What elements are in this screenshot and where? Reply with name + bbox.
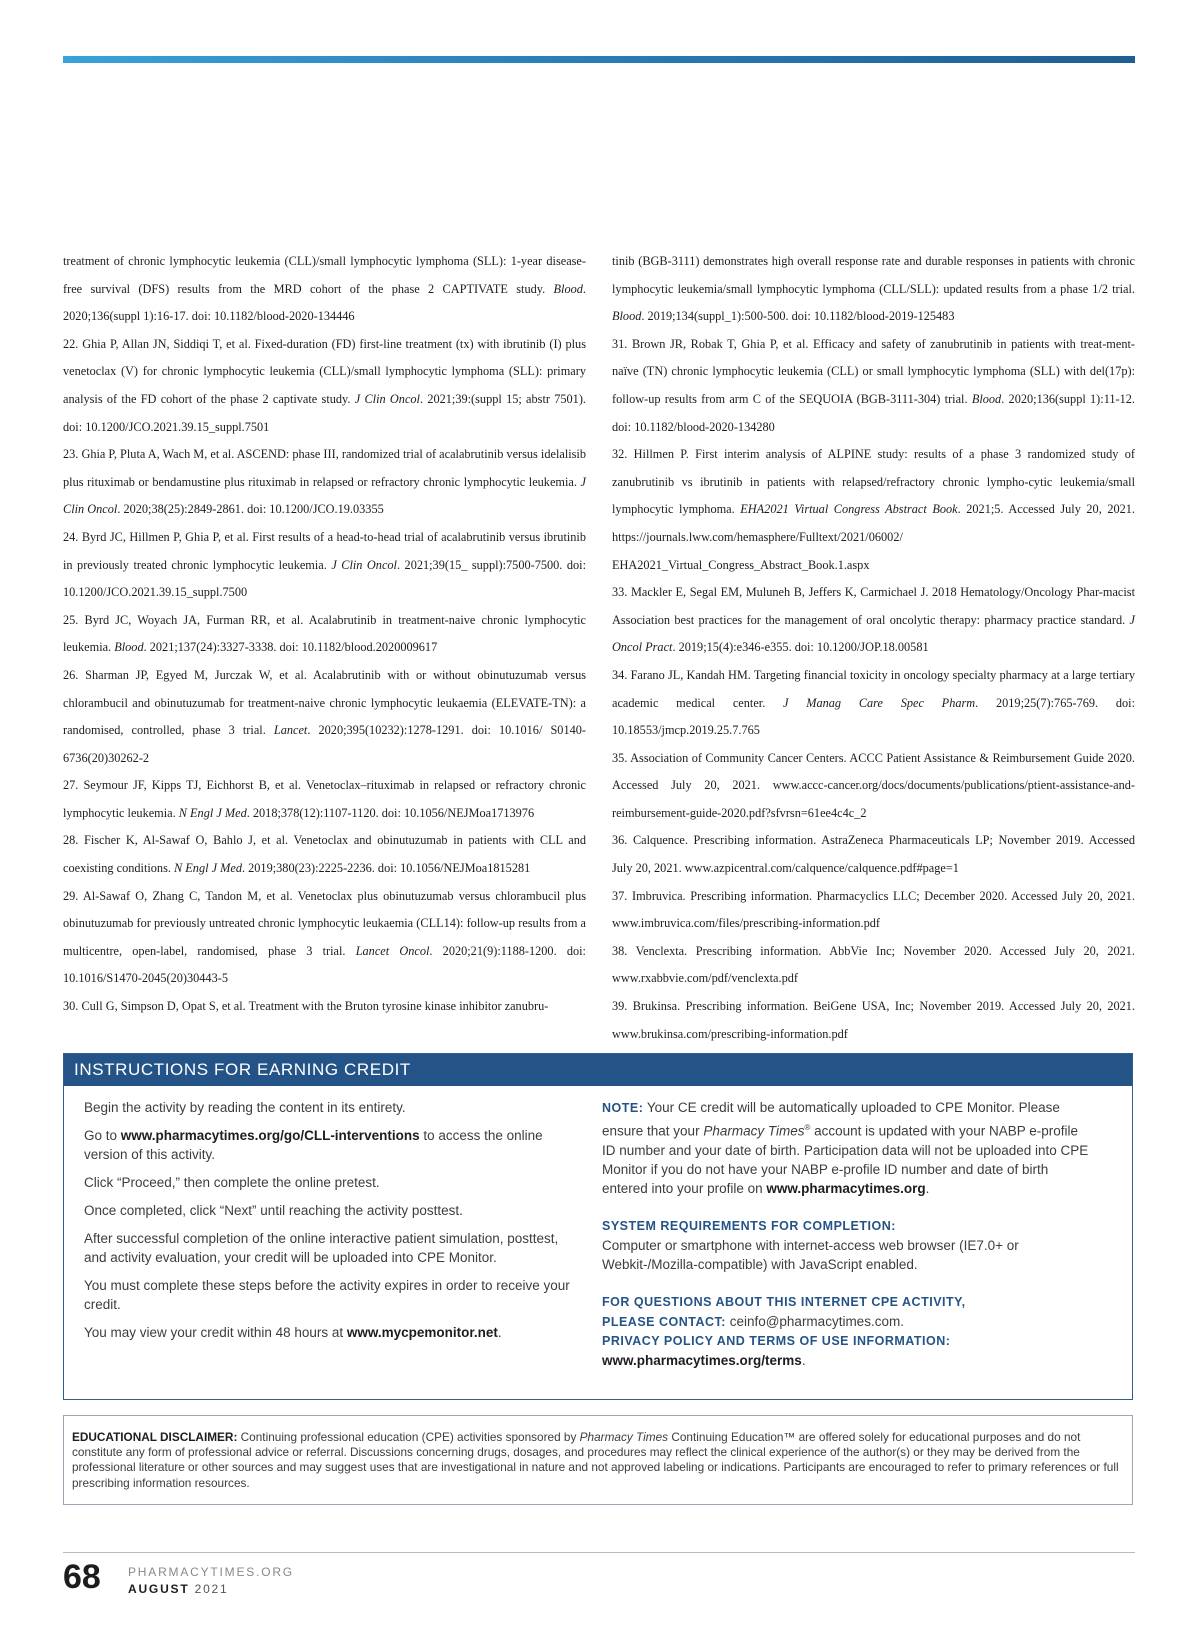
activity-link[interactable]: www.pharmacytimes.org/go/CLL-interventions [120,1128,420,1143]
journal-name: J Clin Oncol [354,391,420,406]
reference-entry: 28. Fischer K, Al-Sawaf O, Bahlo J, et al. Venetoclax and obinutuzumab in patients with CLL and coexisting conditions. N Engl J Med. 2019;380(23):2225-2236. doi: 10.1056/NEJMoa1815281 [63,833,586,876]
reference-entry: treatment of chronic lymphocytic leukemia (CLL)/small lymphocytic lymphoma (SLL): 1-year disease-free survival (DFS) results from the MRD cohort of the phase 2 CAPTIVATE study. Blood. 2020;136(suppl 1):16-17. doi: 10.1182/blood-2020-134446 [63,254,586,324]
questions-label: FOR QUESTIONS ABOUT THIS INTERNET CPE ACTIVITY, [602,1294,966,1309]
credit-steps [84,1098,574,1370]
journal-name: J Manag Care Spec Pharm [783,695,976,710]
journal-name: Lancet Oncol [355,943,430,958]
reference-entry: 24. Byrd JC, Hillmen P, Ghia P, et al. First results of a head-to-head trial of acalabrutinib versus ibrutinib in previously treated chronic lymphocytic leukemia. J Clin Oncol. 2021;39(15_ suppl):7500-7500. doi: 10.1200/JCO.2021.39.15_suppl.7500 [63,529,586,600]
reference-entry: 33. Mackler E, Segal EM, Muluneh B, Jeffers K, Carmichael J. 2018 Hematology/Oncology Phar-macist Association best practices for the management of oral oncolytic therapy: pharmacy practice standard. J Oncol Pract. 2019;15(4):e346-e355. doi: 10.1200/JOP.18.00581 [612,585,1135,655]
journal-name: J Oncol Pract [612,612,1135,655]
credit-step-5: After successful completion of the online interactive patient simulation, posttest, and activity evaluation, your credit will be uploaded into CPE Monitor. [84,1231,559,1265]
journal-name: Blood [553,281,583,296]
privacy-line: www.pharmacytimes.org/terms. [602,1352,806,1368]
credit-step-2: Go to www.pharmacytimes.org/go/CLL-interventions to access the online version of this activity. [84,1128,543,1162]
disclaimer-label: EDUCATIONAL DISCLAIMER: [72,1430,238,1444]
page-number: 68 [63,1558,101,1596]
journal-name: N Engl J Med [178,805,247,820]
journal-name: J Clin Oncol [63,474,586,517]
header-accent-bar [63,56,1135,63]
cpe-monitor-link[interactable]: www.mycpemonitor.net [346,1325,498,1340]
educational-disclaimer: EDUCATIONAL DISCLAIMER: Continuing professional education (CPE) activities sponsored by Pharmacy Times Continuing Education™ are offered solely for educational purposes and do not constitute any form of professional advice or referral. Discussions concerning drugs, dosages, and procedures may reflect the clinical experience of the author(s) or they may be derived from the professional literature or other sources and may suggest uses that are investigational in nature and not approved labeling or indications. Participants are encouraged to refer to primary references or full prescribing information resources. [63,1415,1133,1505]
footer-issue-date: AUGUST 2021 [128,1582,229,1596]
terms-link[interactable]: www.pharmacytimes.org/terms [602,1352,802,1368]
credit-heading: INSTRUCTIONS FOR EARNING CREDIT [64,1054,1132,1086]
credit-step-6: You must complete these steps before the activity expires in order to receive your credit. [84,1278,570,1312]
credit-step-7: You may view your credit within 48 hours at www.mycpemonitor.net. [84,1325,502,1340]
reference-entry: 26. Sharman JP, Egyed M, Jurczak W, et al. Acalabrutinib with or without obinutuzumab versus chlorambucil and obinutuzumab for treatment-naive chronic lymphocytic leukaemia (ELEVATE-TN): a randomised, controlled, phase 3 trial. Lancet. 2020;395(10232):1278-1291. doi: 10.1016/ S0140-6736(20)30262-2 [63,667,586,765]
reference-entry: 32. Hillmen P. First interim analysis of ALPINE study: results of a phase 3 randomized study of zanubrutinib vs ibrutinib in patients with relapsed/refractory chronic lympho-cytic leukemia/small lymphocytic lymphoma. EHA2021 Virtual Congress Abstract Book. 2021;5. Accessed July 20, 2021. https://journals.lww.com/hemasphere/Fulltext/2021/06002/ EHA2021_Virtual_Congress_Abstract_Book.1.aspx [612,447,1135,572]
journal-name: N Engl J Med [174,861,242,876]
pharmacytimes-link[interactable]: www.pharmacytimes.org [766,1180,926,1196]
journal-name: Blood [114,640,144,655]
reference-entry: 39. Brukinsa. Prescribing information. BeiGene USA, Inc; November 2019. Accessed July 20, 2021. www.brukinsa.com/prescribing-information.pdf [612,999,1135,1041]
credit-instructions-box [63,1053,1133,1400]
credit-notes [602,1098,1092,1370]
contact-email-link[interactable]: ceinfo@pharmacytimes.com. [725,1313,904,1329]
reference-entry: 31. Brown JR, Robak T, Ghia P, et al. Efficacy and safety of zanubrutinib in patients with treat-ment-naïve (TN) chronic lymphocytic leukemia (CLL) or small lymphocytic lymphoma (SLL) with del(17p): follow-up results from arm C of the SEQUOIA (BGB-3111-304) trial. Blood. 2020;136(suppl 1):11-12. doi: 10.1182/blood-2020-134280 [612,336,1135,434]
footer-site: PHARMACYTIMES.ORG [128,1565,294,1579]
journal-name: Blood [612,309,642,324]
reference-entry: 23. Ghia P, Pluta A, Wach M, et al. ASCEND: phase III, randomized trial of acalabrutinib versus idelalisib plus rituximab or bendamustine plus rituximab in relapsed or refractory chronic lymphocytic leukemia. J Clin Oncol. 2020;38(25):2849-2861. doi: 10.1200/JCO.19.03355 [63,447,587,517]
references-section [63,248,1135,1048]
credit-step-3: Click “Proceed,” then complete the online pretest. [84,1175,380,1190]
reference-entry: 25. Byrd JC, Woyach JA, Furman RR, et al. Acalabrutinib in treatment-naive chronic lymphocytic leukemia. Blood. 2021;137(24):3327-3338. doi: 10.1182/blood.2020009617 [63,612,586,655]
reference-entry: 22. Ghia P, Allan JN, Siddiqi T, et al. Fixed-duration (FD) first-line treatment (tx) with ibrutinib (I) plus venetoclax (V) for chronic lymphocytic leukemia (CLL)/small lymphocytic lymphoma (SLL): primary analysis of the FD cohort of the phase 2 captivate study. J Clin Oncol. 2021;39:(suppl 15; abstr 7501). doi: 10.1200/JCO.2021.39.15_suppl.7501 [63,336,586,434]
reference-entry: 29. Al-Sawaf O, Zhang C, Tandon M, et al. Venetoclax plus obinutuzumab versus chlorambucil plus obinutuzumab for previously untreated chronic lymphocytic leukaemia (CLL14): follow-up results from a multicentre, open-label, randomised, phase 3 trial. Lancet Oncol. 2020;21(9):1188-1200. doi: 10.1016/S1470-2045(20)30443-5 [63,888,586,986]
reference-entry: 37. Imbruvica. Prescribing information. Pharmacyclics LLC; December 2020. Accessed July 20, 2021. www.imbruvica.com/files/prescribing-information.pdf [612,888,1135,931]
reference-entry: 38. Venclexta. Prescribing information. AbbVie Inc; November 2020. Accessed July 20, 2021. www.rxabbvie.com/pdf/venclexta.pdf [612,943,1135,986]
credit-step-1: Begin the activity by reading the content in its entirety. [84,1100,406,1115]
privacy-label: PRIVACY POLICY AND TERMS OF USE INFORMATION: [602,1333,951,1348]
note-paragraph: NOTE: Your CE credit will be automatically uploaded to CPE Monitor. Please ensure that your Pharmacy Times® account is updated with your NABP e-profile ID number and your date of birth. Participation data will not be uploaded into CPE Monitor if you do not have your NABP e-profile ID number and date of birth entered into your profile on www.pharmacytimes.org. [602,1100,1089,1196]
system-requirements-label: SYSTEM REQUIREMENTS FOR COMPLETION: [602,1218,896,1233]
journal-name: Blood [971,391,1002,406]
reference-entry: 27. Seymour JF, Kipps TJ, Eichhorst B, et al. Venetoclax–rituximab in relapsed or refractory chronic lymphocytic leukemia. N Engl J Med. 2018;378(12):1107-1120. doi: 10.1056/NEJMoa1713976 [63,778,586,820]
journal-name: J Clin Oncol [331,557,397,572]
reference-entry: 36. Calquence. Prescribing information. AstraZeneca Pharmaceuticals LP; November 2019. Accessed July 20, 2021. www.azpicentral.com/calquence/calquence.pdf#page=1 [612,833,1135,876]
footer-divider [63,1552,1135,1553]
system-requirements-text: Computer or smartphone with internet-access web browser (IE7.0+ or Webkit-/Mozilla-compatible) with JavaScript enabled. [602,1237,1019,1272]
reference-entry: tinib (BGB-3111) demonstrates high overall response rate and durable responses in patients with chronic lymphocytic leukemia/small lymphocytic lymphoma (CLL/SLL): updated results from a phase 1/2 trial. Blood. 2019;134(suppl_1):500-500. doi: 10.1182/blood-2019-125483 [612,254,1135,324]
journal-name: EHA2021 Virtual Congress Abstract Book [740,502,958,517]
journal-name: Lancet [273,723,308,738]
credit-step-4: Once completed, click “Next” until reaching the activity posttest. [84,1203,463,1218]
references-right-column [612,248,1135,1048]
references-left-column [63,248,586,1048]
reference-entry: 30. Cull G, Simpson D, Opat S, et al. Treatment with the Bruton tyrosine kinase inhibitor zanubru- [63,999,549,1014]
reference-entry: 35. Association of Community Cancer Centers. ACCC Patient Assistance & Reimbursement Guide 2020. Accessed July 20, 2021. www.accc-cancer.org/docs/documents/publications/ptient-assistance-and-reimbursement-guide-2020.pdf?sfvrsn=61ee4c4c_2 [612,750,1135,820]
contact-line: PLEASE CONTACT: ceinfo@pharmacytimes.com. [602,1313,904,1329]
reference-entry: 34. Farano JL, Kandah HM. Targeting financial toxicity in oncology specialty pharmacy at a large tertiary academic medical center. J Manag Care Spec Pharm. 2019;25(7):765-769. doi: 10.18553/jmcp.2019.25.7.765 [612,667,1135,738]
note-label: NOTE: [602,1101,644,1115]
